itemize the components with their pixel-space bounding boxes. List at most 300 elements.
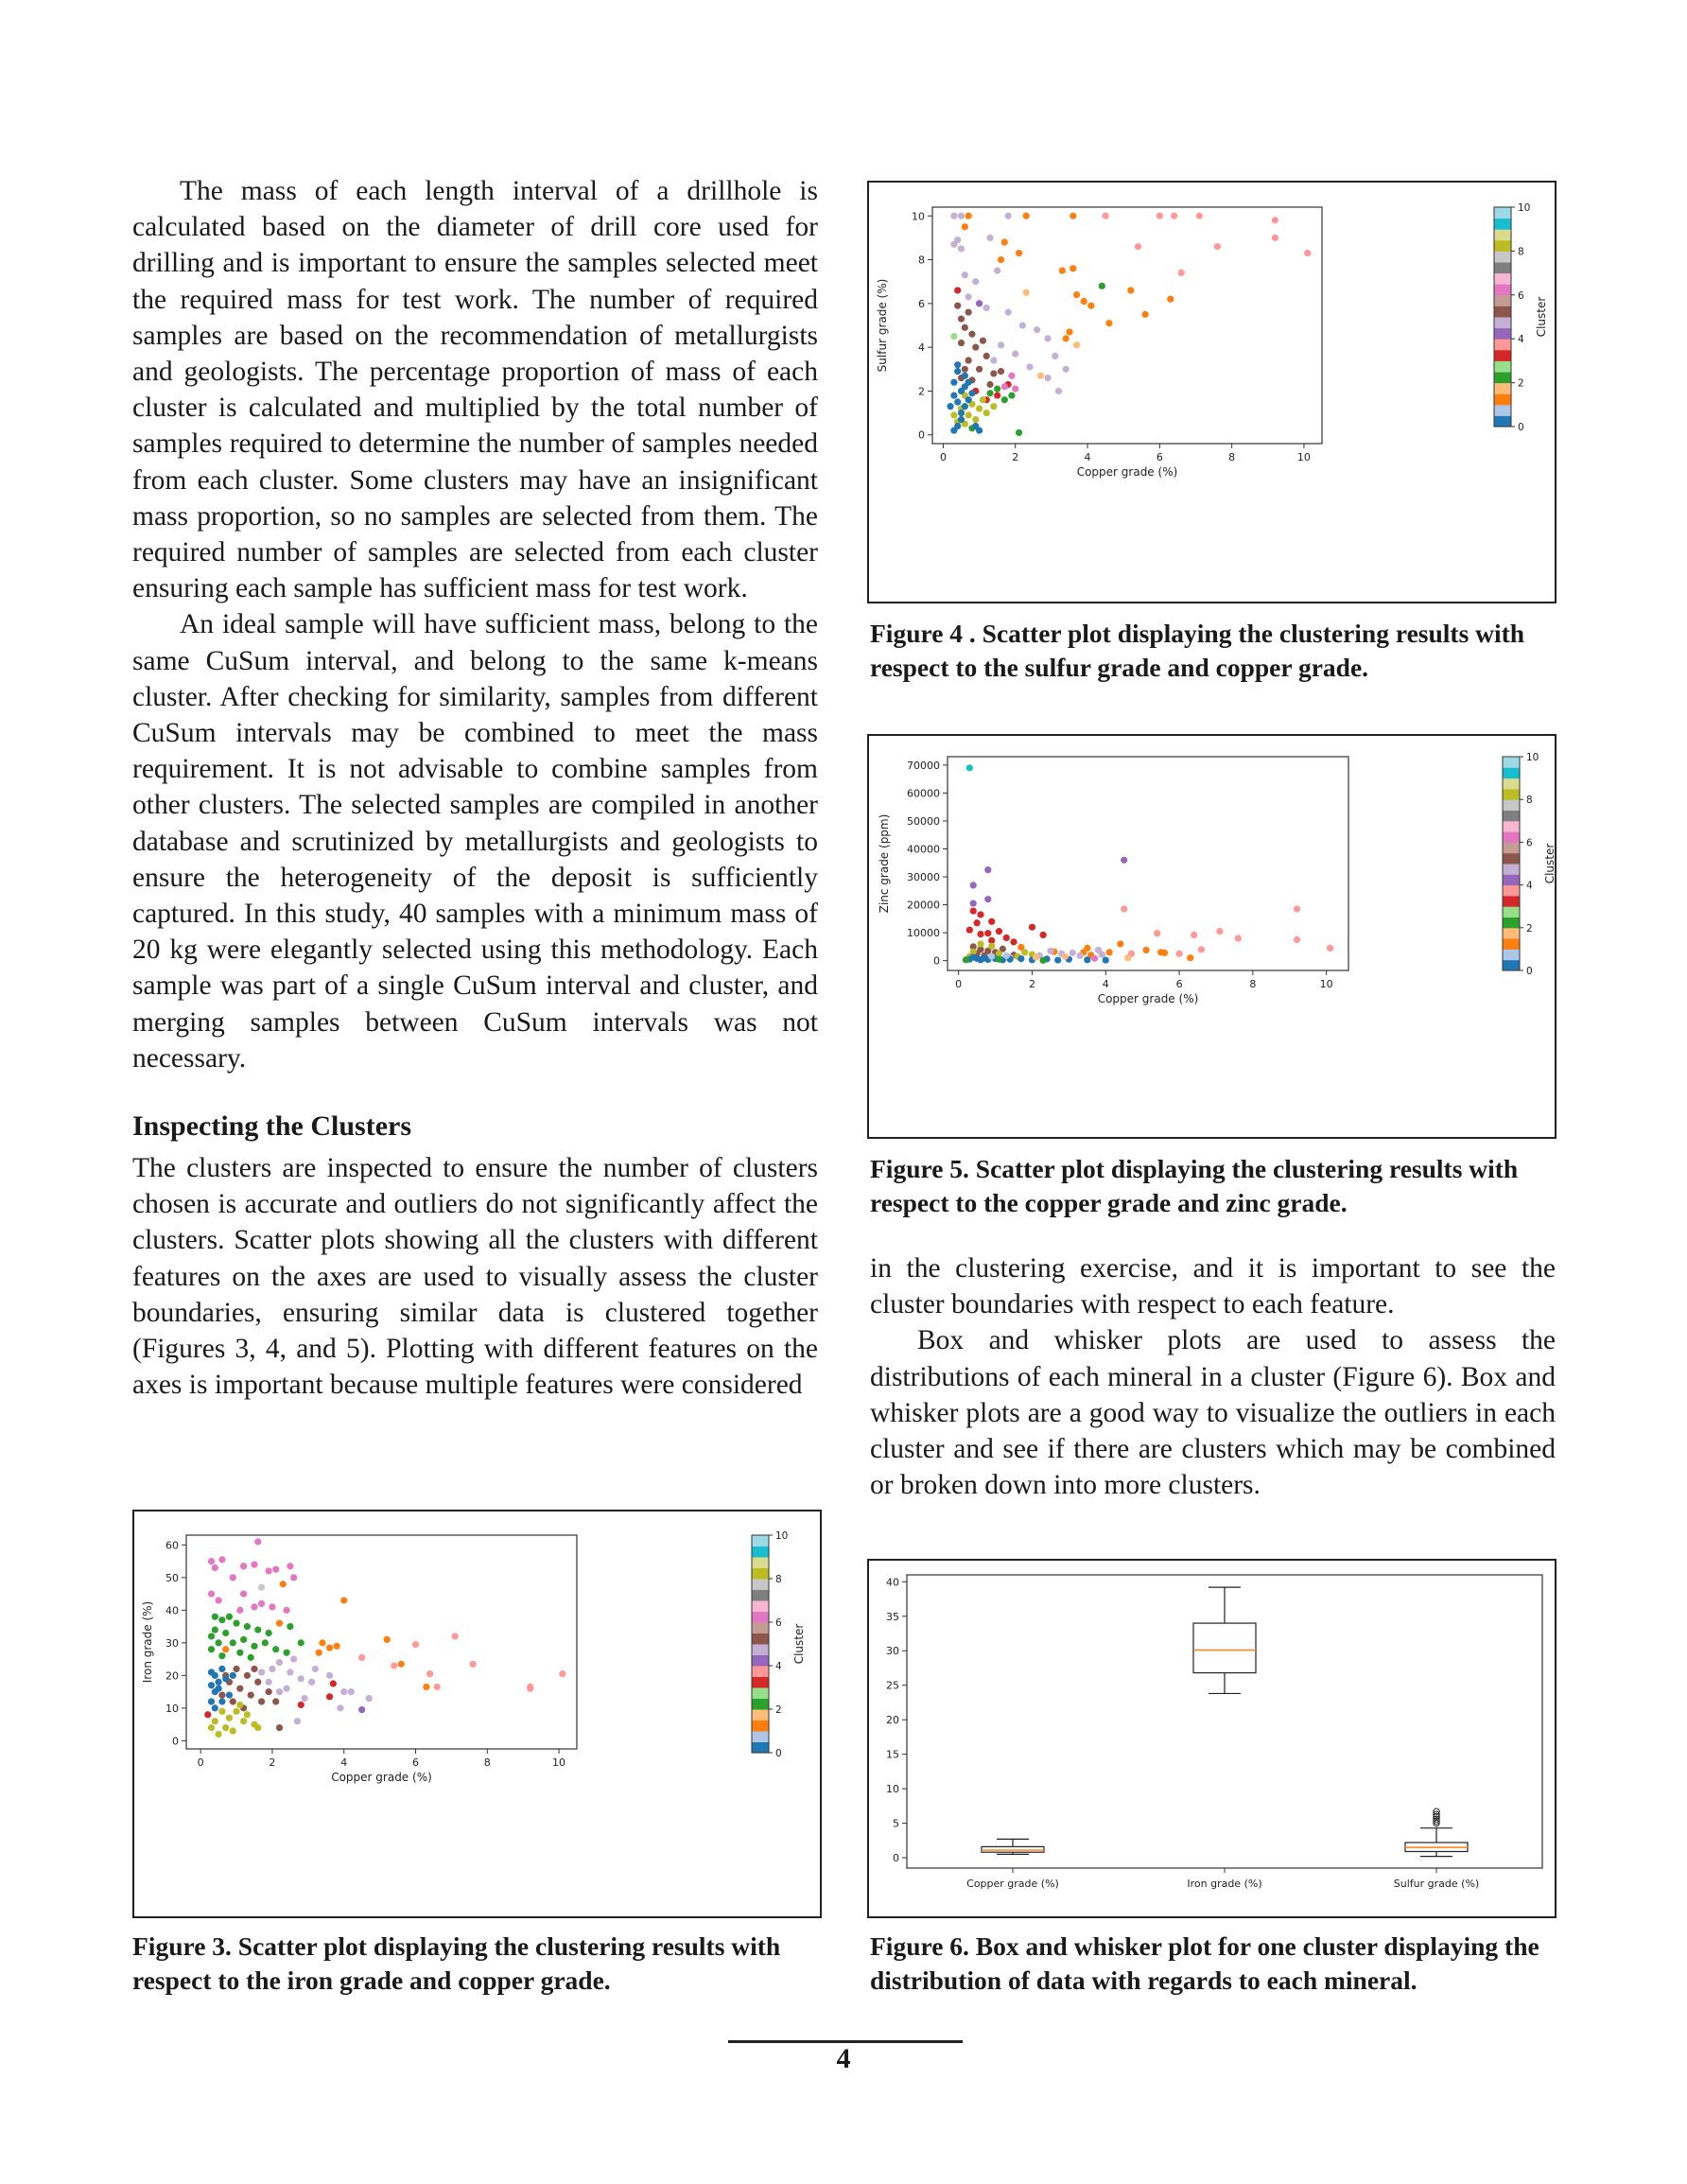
fig3-point	[326, 1672, 333, 1679]
fig3-point	[340, 1597, 347, 1603]
fig5-point	[1017, 955, 1024, 962]
fig6-ytick-label: 0	[893, 1852, 899, 1865]
fig4-colorbar-segment	[1494, 284, 1511, 295]
fig4-point	[1016, 429, 1022, 436]
fig4-xtick-label: 0	[939, 451, 947, 463]
fig5-point	[970, 954, 977, 961]
fig3-point	[251, 1643, 257, 1650]
fig4-point	[958, 410, 965, 416]
fig5-point	[1216, 928, 1223, 935]
fig3-point	[212, 1672, 218, 1679]
fig3-point	[216, 1686, 222, 1692]
fig3-point	[226, 1614, 233, 1620]
fig3-point	[230, 1727, 236, 1734]
fig4-colorbar-segment	[1494, 273, 1511, 285]
fig5-point	[1294, 905, 1300, 912]
fig5-colorbar-segment	[1503, 789, 1520, 800]
fig3-point	[240, 1636, 247, 1643]
fig4-point	[1044, 335, 1051, 341]
fig4-point	[965, 411, 972, 418]
fig3-point	[236, 1607, 243, 1614]
fig5-colorbar-segment	[1503, 960, 1520, 971]
fig3-point	[358, 1654, 365, 1661]
fig4-colorbar-tick-label: 0	[1518, 422, 1524, 433]
fig5-colorbar-segment	[1503, 938, 1520, 950]
fig5-point	[1003, 935, 1010, 941]
fig3-colorbar-label: Cluster	[792, 1623, 806, 1665]
fig5-point	[1033, 954, 1039, 961]
fig3-point	[334, 1643, 340, 1650]
fig5-point	[984, 896, 991, 902]
fig3-colorbar-segment	[752, 1612, 769, 1623]
fig5-colorbar-segment	[1503, 767, 1520, 778]
fig5-point	[1154, 930, 1160, 936]
fig4-colorbar-segment	[1494, 415, 1511, 427]
fig3-point	[312, 1666, 319, 1672]
fig5-point	[1054, 956, 1061, 963]
fig4-point	[994, 268, 1000, 274]
fig3-point	[348, 1688, 355, 1695]
fig3-colorbar-tick-label: 8	[775, 1574, 782, 1585]
fig5-point	[963, 956, 969, 963]
fig3-point	[272, 1646, 279, 1652]
fig3-point	[226, 1715, 233, 1721]
fig3-point	[326, 1644, 333, 1651]
fig3-point	[218, 1556, 225, 1563]
fig3-point	[222, 1675, 229, 1682]
fig5-point	[1010, 938, 1017, 945]
fig5-point	[1327, 945, 1333, 952]
fig4-point	[976, 300, 983, 306]
figure-3-caption: Figure 3. Scatter plot displaying the clustering results with respect to the iron grade and copper grade.	[132, 1931, 781, 1995]
fig3-point	[266, 1679, 272, 1686]
fig5-xlabel: Copper grade (%)	[1097, 992, 1199, 1005]
fig4-point	[954, 398, 961, 405]
fig5-point	[1029, 924, 1035, 931]
fig5-point	[1235, 935, 1242, 941]
fig4-point	[972, 416, 979, 423]
fig4-point	[954, 287, 961, 293]
fig5-ytick-label: 70000	[907, 759, 940, 772]
fig4-point	[1016, 250, 1022, 256]
fig5-colorbar-segment	[1503, 811, 1520, 822]
fig5-point	[1106, 949, 1113, 955]
fig3-point	[251, 1603, 257, 1610]
fig3-point	[559, 1670, 565, 1677]
fig4-point	[954, 368, 961, 375]
fig5-ytick-label: 30000	[907, 871, 940, 884]
fig3-colorbar-segment	[752, 1709, 769, 1721]
fig3-point	[527, 1686, 533, 1692]
fig3-point	[283, 1686, 289, 1692]
fig3-xtick-label: 4	[340, 1756, 348, 1769]
fig5-point	[1117, 940, 1123, 947]
fig5-point	[1084, 956, 1090, 963]
fig5-point	[1003, 952, 1010, 959]
fig3-colorbar-tick-label: 6	[775, 1617, 782, 1629]
fig4-point	[962, 366, 968, 373]
fig3-point	[208, 1724, 215, 1731]
fig4-point	[950, 411, 957, 418]
fig4-colorbar-segment	[1494, 229, 1511, 240]
fig4-point	[983, 410, 990, 416]
fig3-xlabel: Copper grade (%)	[331, 1771, 432, 1784]
fig4-point	[1019, 322, 1026, 328]
fig3-point	[280, 1581, 287, 1587]
fig4-colorbar-tick-label: 10	[1518, 202, 1531, 214]
fig4-point	[958, 340, 965, 346]
figure-6-caption: Figure 6. Box and whisker plot for one cluster displaying the distribution of data with regards to each mineral.	[870, 1931, 1539, 1995]
fig5-point	[974, 919, 981, 926]
fig5-point	[1121, 905, 1127, 912]
fig4-point	[1005, 213, 1012, 219]
fig4-point	[962, 373, 968, 379]
fig4-point	[950, 333, 957, 340]
fig4-point	[994, 392, 1000, 398]
fig3-point	[212, 1614, 218, 1620]
fig4-point	[965, 357, 972, 363]
fig3-point	[258, 1669, 265, 1675]
fig4-point	[962, 223, 968, 230]
fig6-ytick-label: 30	[886, 1645, 899, 1658]
fig3-point	[244, 1623, 251, 1630]
figure-3-svg	[134, 1511, 824, 1920]
fig4-point	[986, 235, 993, 241]
fig3-point	[308, 1679, 315, 1686]
fig4-point	[980, 396, 986, 403]
fig6-category-label: Iron grade (%)	[1187, 1878, 1262, 1890]
fig4-point	[965, 396, 972, 403]
fig4-point	[958, 315, 965, 322]
fig3-ytick-label: 20	[165, 1669, 179, 1683]
fig5-point	[1121, 857, 1127, 864]
figure-5-caption: Figure 5. Scatter plot displaying the clustering results with respect to the copper grade and zinc grade.	[870, 1154, 1519, 1217]
fig4-colorbar-segment	[1494, 317, 1511, 328]
fig3-point	[258, 1584, 265, 1591]
fig5-colorbar-segment	[1503, 917, 1520, 929]
fig3-point	[398, 1661, 405, 1668]
fig5-point	[1091, 955, 1098, 962]
fig4-point	[1023, 213, 1030, 219]
fig3-point	[212, 1626, 218, 1633]
fig6-category-label: Sulfur grade (%)	[1393, 1878, 1480, 1890]
fig3-point	[287, 1623, 293, 1630]
fig4-point	[1008, 392, 1015, 398]
fig5-colorbar-segment	[1503, 906, 1520, 917]
fig4-point	[1073, 291, 1080, 298]
fig4-xtick-label: 8	[1228, 451, 1236, 463]
fig3-point	[434, 1684, 441, 1690]
fig5-ylabel: Zinc grade (ppm)	[878, 813, 891, 914]
fig3-ytick-label: 60	[165, 1539, 179, 1552]
fig3-xtick-label: 0	[197, 1756, 204, 1769]
figure-4-scatter-sulfur-copper	[867, 181, 1557, 603]
fig3-point	[287, 1563, 293, 1569]
fig3-point	[236, 1702, 243, 1708]
fig6-ytick-label: 25	[886, 1679, 899, 1692]
left-column	[132, 173, 818, 1404]
fig3-point	[230, 1698, 236, 1704]
fig5-point	[1124, 954, 1131, 961]
fig3-point	[236, 1650, 243, 1656]
fig5-point	[1070, 950, 1076, 956]
fig4-colorbar-segment	[1494, 383, 1511, 394]
fig3-ytick-label: 40	[165, 1604, 179, 1617]
fig4-point	[1063, 366, 1070, 373]
fig5-point	[1099, 952, 1105, 958]
fig3-point	[276, 1659, 283, 1666]
fig4-ytick-label: 8	[918, 253, 925, 267]
fig3-point	[272, 1566, 279, 1573]
fig3-colorbar-segment	[752, 1600, 769, 1612]
fig5-point	[1198, 946, 1205, 952]
fig3-ytick-label: 0	[172, 1735, 179, 1748]
fig3-colorbar-segment	[752, 1590, 769, 1601]
fig3-point	[452, 1633, 459, 1639]
fig5-colorbar-tick-label: 0	[1526, 966, 1533, 977]
fig3-colorbar-segment	[752, 1742, 769, 1754]
fig3-colorbar-tick-label: 10	[775, 1530, 789, 1542]
fig4-point	[1059, 268, 1066, 274]
fig5-colorbar-tick-label: 6	[1526, 837, 1533, 849]
fig5-colorbar-segment	[1503, 821, 1520, 832]
fig5-ytick-label: 40000	[907, 843, 940, 856]
fig4-point	[1070, 265, 1076, 271]
fig6-ytick-label: 35	[886, 1610, 899, 1623]
fig3-point	[412, 1641, 419, 1648]
fig6-ytick-label: 10	[886, 1783, 899, 1796]
fig3-point	[254, 1626, 261, 1633]
fig4-ylabel: Sulfur grade (%)	[876, 278, 889, 373]
fig6-ytick-label: 15	[886, 1748, 899, 1761]
fig5-colorbar-segment	[1503, 778, 1520, 790]
fig4-ytick-label: 4	[918, 341, 925, 355]
fig4-point	[1135, 243, 1141, 250]
fig3-colorbar-tick-label: 4	[775, 1661, 782, 1672]
fig4-point	[962, 403, 968, 410]
fig3-colorbar-segment	[752, 1568, 769, 1580]
fig5-colorbar-segment	[1503, 864, 1520, 875]
fig3-colorbar-segment	[752, 1721, 769, 1732]
fig5-point	[977, 931, 983, 937]
fig3-point	[269, 1666, 275, 1672]
fig3-point	[208, 1646, 215, 1652]
fig3-point	[287, 1669, 293, 1675]
fig3-point	[218, 1708, 225, 1715]
fig4-point	[965, 309, 972, 316]
fig5-point	[996, 928, 1002, 935]
fig4-colorbar-segment	[1494, 262, 1511, 273]
fig3-point	[294, 1718, 301, 1724]
paragraph-box-whisker: Box and whisker plots are used to assess the distributions of each mineral in a cluster (Figure 6). Box and whisker plots are a good way to visualize the outliers in each cluster and see if there are clusters which may be combined or broken down into more clusters.	[870, 1325, 1556, 1501]
fig5-point	[977, 911, 983, 917]
figure-5-svg	[869, 736, 1558, 1141]
fig3-point	[212, 1564, 218, 1571]
fig4-point	[1272, 217, 1278, 223]
fig4-point	[1063, 335, 1070, 341]
fig5-colorbar-tick-label: 4	[1526, 880, 1533, 892]
fig6-category-label: Copper grade (%)	[966, 1878, 1059, 1890]
fig5-xtick-label: 4	[1102, 978, 1109, 990]
fig3-point	[248, 1691, 254, 1698]
fig3-point	[208, 1682, 215, 1688]
fig4-point	[1001, 238, 1008, 245]
fig4-point	[1034, 326, 1040, 333]
fig5-point	[1187, 954, 1193, 961]
fig5-point	[996, 956, 1002, 963]
fig5-ytick-label: 60000	[907, 787, 940, 800]
fig4-point	[1304, 250, 1311, 256]
fig3-point	[337, 1704, 343, 1711]
fig4-colorbar-segment	[1494, 218, 1511, 230]
fig3-point	[298, 1702, 304, 1708]
fig4-point	[1070, 213, 1076, 219]
fig4-point	[962, 271, 968, 278]
fig3-colorbar-tick-label: 0	[775, 1748, 782, 1759]
fig3-point	[266, 1688, 272, 1695]
fig4-point	[994, 386, 1000, 393]
fig3-point	[248, 1654, 254, 1661]
fig3-point	[240, 1718, 247, 1724]
fig3-point	[216, 1639, 222, 1646]
fig4-point	[958, 213, 965, 219]
fig3-point	[272, 1698, 279, 1704]
fig4-point	[1099, 283, 1105, 289]
fig6-box	[982, 1846, 1044, 1852]
fig3-xtick-label: 10	[552, 1756, 566, 1769]
fig3-point	[244, 1711, 251, 1718]
fig5-point	[1161, 950, 1168, 956]
fig4-colorbar-segment	[1494, 405, 1511, 416]
fig4-point	[958, 245, 965, 252]
figure-3-scatter-iron-copper	[132, 1510, 822, 1918]
fig4-point	[1026, 363, 1033, 370]
fig6-ytick-label: 40	[886, 1576, 899, 1589]
fig4-point	[998, 341, 1004, 348]
fig4-point	[1214, 243, 1221, 250]
fig4-point	[1037, 373, 1044, 379]
fig3-point	[212, 1704, 218, 1711]
fig4-point	[1167, 296, 1174, 303]
fig5-point	[988, 953, 995, 960]
fig4-point	[990, 357, 997, 363]
fig3-point	[226, 1691, 233, 1698]
fig3-xtick-label: 8	[483, 1756, 491, 1769]
fig3-point	[262, 1639, 269, 1646]
fig5-colorbar-segment	[1503, 757, 1520, 768]
fig4-point	[1055, 388, 1062, 394]
fig4-point	[1127, 287, 1134, 293]
fig3-point	[358, 1706, 365, 1713]
fig3-colorbar-segment	[752, 1546, 769, 1558]
fig5-ytick-label: 0	[933, 954, 940, 968]
fig3-point	[276, 1724, 283, 1731]
fig4-point	[990, 370, 997, 376]
fig5-point	[1040, 957, 1047, 964]
fig5-colorbar-segment	[1503, 853, 1520, 865]
fig3-colorbar-segment	[752, 1699, 769, 1710]
fig3-point	[216, 1597, 222, 1603]
fig5-colorbar-tick-label: 10	[1526, 752, 1539, 763]
fig3-point	[208, 1698, 215, 1704]
fig4-point	[1012, 386, 1018, 393]
fig3-point	[258, 1600, 265, 1607]
fig3-point	[254, 1679, 261, 1686]
right-column-text	[870, 1250, 1556, 1503]
fig3-point	[233, 1666, 239, 1672]
fig3-point	[230, 1672, 236, 1679]
fig4-point	[968, 390, 975, 396]
fig4-point	[980, 338, 986, 344]
fig4-ytick-label: 10	[912, 210, 925, 223]
fig3-point	[254, 1538, 261, 1545]
fig5-colorbar-segment	[1503, 928, 1520, 939]
fig5-colorbar-tick-label: 8	[1526, 795, 1533, 807]
paragraph-ideal-sample: An ideal sample will have sufficient mass, belong to the same CuSum interval, and belong to the same k-means cluster. After checking for similarity, samples from different CuSum intervals may be combined to meet the mass requirement. It is not advisable to combine samples from other clusters. The selected samples are compiled in another database and scrutinized by metallurgists and geologists to ensure the heterogeneity of the deposit is sufficiently captured. In this study, 40 samples with a minimum mass of 20 kg were elegantly selected using this methodology. Each sample was part of a single CuSum interval and cluster, and merging samples between CuSum intervals was not necessary.	[132, 609, 818, 1074]
fig4-point	[950, 392, 957, 398]
fig4-point	[954, 361, 961, 368]
fig5-colorbar-segment	[1503, 896, 1520, 907]
figure-5-scatter-zinc-copper	[867, 734, 1557, 1139]
fig3-point	[301, 1695, 307, 1702]
fig4-point	[1066, 328, 1072, 335]
fig5-xtick-label: 6	[1175, 978, 1183, 990]
fig4-xtick-label: 6	[1156, 451, 1163, 463]
fig3-point	[316, 1650, 322, 1656]
fig5-point	[988, 943, 995, 950]
fig3-colorbar-segment	[752, 1687, 769, 1699]
fig3-point	[254, 1724, 261, 1731]
fig4-xlabel: Copper grade (%)	[1076, 465, 1178, 479]
figure-4-caption: Figure 4 . Scatter plot displaying the clustering results with respect to the sulfur grade and copper grade.	[870, 619, 1525, 682]
fig3-ytick-label: 30	[165, 1636, 179, 1650]
fig3-point	[251, 1666, 257, 1672]
fig3-point	[216, 1679, 222, 1686]
figure-6-svg	[869, 1561, 1558, 1920]
fig3-point	[298, 1639, 304, 1646]
fig4-point	[950, 428, 957, 434]
fig4-point	[998, 368, 1004, 375]
fig4-point	[1081, 298, 1087, 305]
fig4-point	[950, 213, 957, 219]
fig3-point	[258, 1698, 265, 1704]
fig4-point	[976, 405, 983, 411]
fig3-point	[276, 1688, 283, 1695]
fig3-colorbar-segment	[752, 1634, 769, 1645]
fig5-point	[1047, 948, 1053, 954]
fig6-ytick-label: 20	[886, 1714, 899, 1727]
fig4-point	[1141, 311, 1148, 318]
fig5-point	[966, 764, 973, 771]
fig4-point	[976, 366, 983, 373]
fig3-point	[290, 1656, 297, 1663]
fig3-xtick-label: 6	[411, 1756, 419, 1769]
fig3-ylabel: Iron grade (%)	[141, 1600, 154, 1684]
fig5-point	[1175, 951, 1182, 957]
fig3-point	[230, 1639, 236, 1646]
fig4-point	[950, 241, 957, 248]
fig4-point	[950, 379, 957, 386]
fig4-colorbar-tick-label: 6	[1518, 289, 1524, 302]
fig3-colorbar-segment	[752, 1622, 769, 1634]
fig4-point	[976, 428, 983, 434]
fig3-point	[326, 1693, 333, 1700]
fig5-point	[1142, 947, 1149, 953]
fig4-ytick-label: 0	[918, 428, 925, 442]
fig4-colorbar-segment	[1494, 360, 1511, 372]
fig3-point	[384, 1636, 391, 1643]
fig5-xtick-label: 0	[955, 978, 963, 990]
